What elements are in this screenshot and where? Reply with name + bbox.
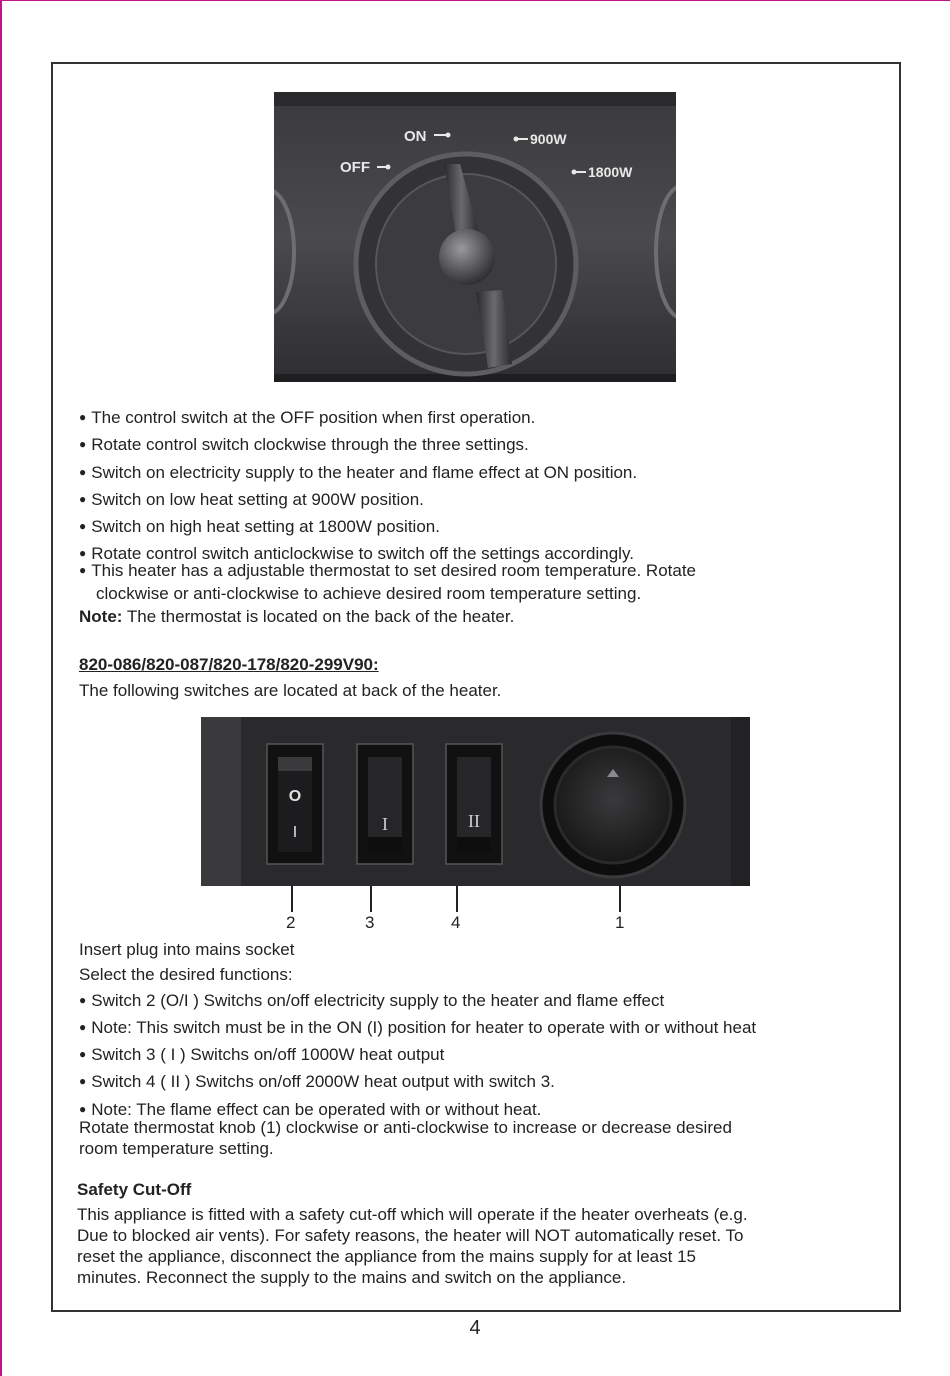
list-item: Insert plug into mains socket — [79, 940, 295, 959]
list-item: ● The control switch at the OFF position when first operation. — [79, 405, 637, 432]
back-switches-photo — [201, 717, 750, 886]
callout-leader-1 — [619, 886, 621, 912]
safety-paragraph — [77, 1204, 748, 1288]
switch-3-rocker[interactable] — [357, 744, 413, 864]
note-text: The thermostat is located on the back of the heater. — [122, 607, 515, 626]
models-heading: 820-086/820-087/820-178/820-299V90: — [79, 655, 379, 674]
thermostat-knob-instruction — [79, 1117, 732, 1159]
thermostat-knob[interactable] — [541, 733, 685, 877]
note-line — [79, 606, 514, 627]
callout-number-2: 2 — [286, 913, 296, 932]
list-item: ● Switch on low heat setting at 900W position. — [79, 487, 637, 514]
page-edge-top — [0, 0, 950, 1]
switch-2-rocker[interactable] — [267, 744, 323, 864]
paragraph-line: Due to blocked air vents). For safety reasons, the heater will NOT automatically reset. To — [77, 1226, 744, 1245]
list-item: ● Switch 3 ( I ) Switchs on/off 1000W heat output — [79, 1042, 756, 1069]
900w-label: 900W — [530, 131, 567, 147]
list-item: ● Switch 4 ( II ) Switchs on/off 2000W heat output with switch 3. — [79, 1069, 756, 1096]
callout-leader-3 — [370, 886, 372, 912]
page-number: 4 — [469, 1317, 481, 1339]
switch-2-i-label: I — [292, 824, 298, 841]
callout-number-1: 1 — [615, 913, 625, 932]
callout-leader-4 — [456, 886, 458, 912]
knob-hub[interactable] — [439, 229, 495, 285]
switch-2-o-label: O — [288, 788, 302, 805]
switch-4-rocker[interactable] — [446, 744, 502, 864]
paragraph-line: Rotate thermostat knob (1) clockwise or anti-clockwise to increase or decrease desired — [79, 1118, 732, 1137]
thermostat-instruction — [79, 560, 696, 604]
list-item: ● Rotate control switch clockwise through the three settings. — [79, 432, 637, 459]
list-item: ● Note: This switch must be in the ON (I) position for heater to operate with or without heat — [79, 1015, 756, 1042]
functions-list — [79, 937, 756, 1124]
list-item: ● Rotate control switch anticlockwise to switch off the settings accordingly. — [79, 541, 637, 568]
off-label: OFF — [340, 159, 370, 176]
note-label: Note: — [79, 607, 123, 626]
paragraph-line: This appliance is fitted with a safety cut-off which will operate if the heater overheats (e.g. — [77, 1205, 748, 1224]
models-intro: The following switches are located at back of the heater. — [79, 681, 502, 700]
paragraph-line: minutes. Reconnect the supply to the mains and switch on the appliance. — [77, 1268, 627, 1287]
on-label: ON — [404, 128, 427, 145]
list-item: ● Switch 2 (O/I ) Switchs on/off electricity supply to the heater and flame effect — [79, 988, 756, 1015]
callout-leader-2 — [291, 886, 293, 912]
control-switch-photo — [274, 92, 676, 382]
safety-heading: Safety Cut-Off — [77, 1180, 192, 1199]
switch-3-i-label: I — [382, 814, 388, 834]
instruction-list — [79, 405, 637, 569]
paragraph-line: reset the appliance, disconnect the appliance from the mains supply for at least 15 — [77, 1247, 696, 1266]
list-item-continued: clockwise or anti-clockwise to achieve desired room temperature setting. — [96, 584, 642, 603]
callout-number-4: 4 — [451, 913, 461, 932]
1800w-label: 1800W — [588, 164, 633, 180]
list-item: ● This heater has a adjustable thermostat to set desired room temperature. Rotate — [79, 560, 696, 583]
switch-4-ii-label: II — [468, 811, 480, 831]
list-item: ● Switch on high heat setting at 1800W position. — [79, 514, 637, 541]
list-item: ● Note: The flame effect can be operated with or without heat. — [79, 1097, 756, 1124]
list-item: ● Switch on electricity supply to the heater and flame effect at ON position. — [79, 460, 637, 487]
paragraph-line: room temperature setting. — [79, 1139, 274, 1158]
page-edge-left — [0, 0, 2, 1376]
callout-number-3: 3 — [365, 913, 375, 932]
list-item: Select the desired functions: — [79, 965, 293, 985]
